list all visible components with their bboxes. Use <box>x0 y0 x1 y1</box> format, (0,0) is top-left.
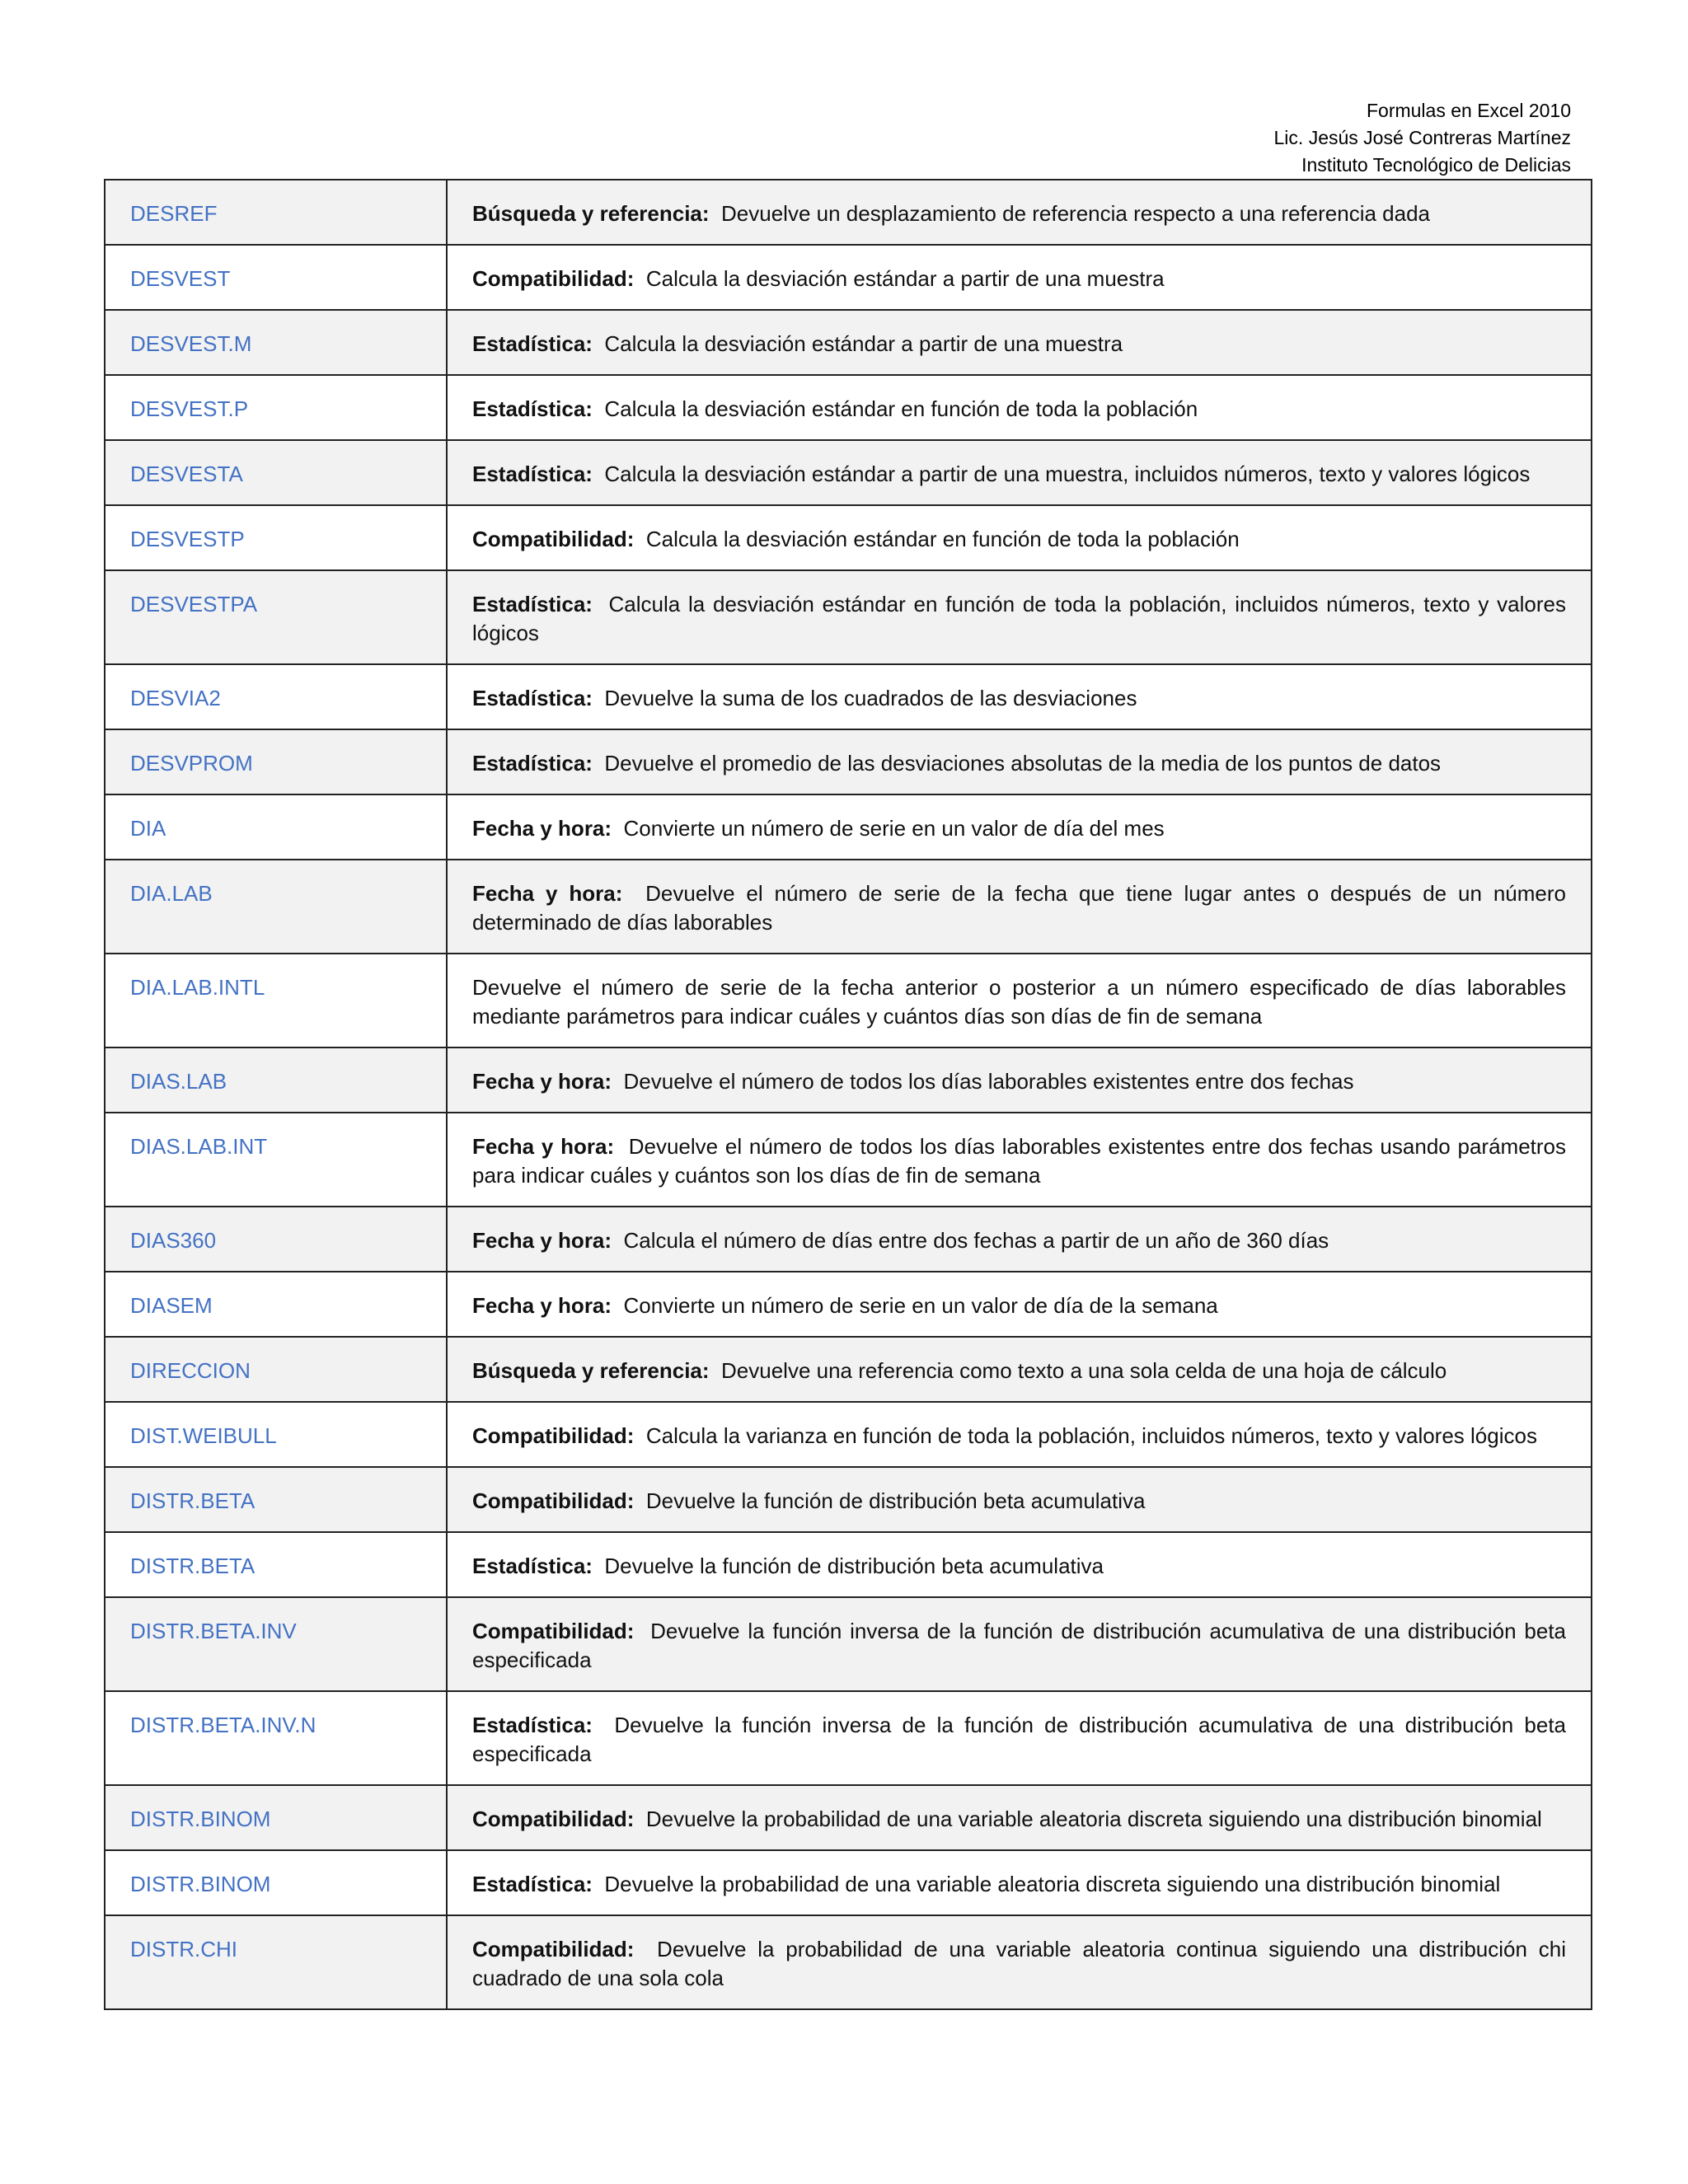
table-row <box>105 1337 1592 1402</box>
table-row <box>105 794 1592 860</box>
function-description-cell <box>447 860 1592 954</box>
function-description: Devuelve un desplazamiento de referencia respecto a una referencia dada <box>721 201 1431 226</box>
function-description: Calcula la desviación estándar a partir de una muestra <box>645 266 1165 291</box>
function-name[interactable]: DISTR.BINOM <box>105 1850 447 1915</box>
function-name[interactable]: DISTR.BETA <box>105 1532 447 1597</box>
function-category: Compatibilidad: <box>472 266 635 291</box>
function-description: Devuelve una referencia como texto a una sola celda de una hoja de cálculo <box>721 1358 1447 1383</box>
function-description: Calcula la desviación estándar a partir de una muestra, incluidos números, texto y valores lógicos <box>604 462 1531 486</box>
function-name[interactable]: DISTR.BETA.INV <box>105 1597 447 1691</box>
function-description-cell <box>447 1207 1592 1272</box>
function-category: Estadística: <box>472 396 593 421</box>
page-header <box>829 97 1571 179</box>
function-name[interactable]: DIASEM <box>105 1272 447 1337</box>
function-description: Devuelve la función de distribución beta acumulativa <box>604 1554 1104 1578</box>
table-row <box>105 245 1592 310</box>
table-row <box>105 860 1592 954</box>
function-description-cell <box>447 1597 1592 1691</box>
function-description: Devuelve la probabilidad de una variable aleatoria discreta siguiendo una distribución binomial <box>645 1807 1542 1831</box>
function-category: Estadística: <box>472 751 593 776</box>
function-name[interactable]: DESVESTA <box>105 440 447 505</box>
function-name[interactable]: DIRECCION <box>105 1337 447 1402</box>
function-name[interactable]: DESVEST.M <box>105 310 447 375</box>
function-description-cell <box>447 1532 1592 1597</box>
header-institution: Instituto Tecnológico de Delicias <box>1301 154 1571 176</box>
function-name[interactable]: DIAS.LAB.INT <box>105 1113 447 1207</box>
function-category: Búsqueda y referencia: <box>472 1358 710 1383</box>
function-category: Estadística: <box>472 1554 593 1578</box>
table-row <box>105 570 1592 664</box>
function-description-cell <box>447 180 1592 245</box>
function-description: Convierte un número de serie en un valor de día del mes <box>623 816 1165 841</box>
function-description: Calcula el número de días entre dos fechas a partir de un año de 360 días <box>623 1228 1329 1253</box>
function-name[interactable]: DESVESTP <box>105 505 447 570</box>
function-description: Devuelve la suma de los cuadrados de las desviaciones <box>604 686 1137 710</box>
function-description-cell <box>447 1113 1592 1207</box>
function-description-cell <box>447 570 1592 664</box>
function-name[interactable]: DESREF <box>105 180 447 245</box>
function-description-cell <box>447 310 1592 375</box>
function-description: Devuelve la función de distribución beta acumulativa <box>645 1488 1146 1513</box>
table-row <box>105 1207 1592 1272</box>
function-description: Calcula la desviación estándar en función de toda la población <box>604 396 1198 421</box>
table-row <box>105 1850 1592 1915</box>
function-description: Devuelve el promedio de las desviaciones absolutas de la media de los puntos de datos <box>604 751 1442 776</box>
function-description-cell <box>447 1850 1592 1915</box>
function-description: Devuelve el número de todos los días laborables existentes entre dos fechas <box>623 1069 1354 1094</box>
function-category: Búsqueda y referencia: <box>472 201 710 226</box>
table-row <box>105 180 1592 245</box>
table-row <box>105 1597 1592 1691</box>
table-row <box>105 1532 1592 1597</box>
table-row <box>105 1691 1592 1785</box>
function-description: Devuelve la probabilidad de una variable aleatoria continua siguiendo una distribución chi cuadrado de una sola cola <box>472 1937 1566 1990</box>
function-category: Compatibilidad: <box>472 1619 635 1643</box>
function-category: Compatibilidad: <box>472 1807 635 1831</box>
function-name[interactable]: DIAS360 <box>105 1207 447 1272</box>
function-category: Fecha y hora: <box>472 1293 612 1318</box>
functions-table <box>104 179 1592 2010</box>
function-description-cell <box>447 1785 1592 1850</box>
function-description-cell <box>447 1467 1592 1532</box>
function-description-cell <box>447 1402 1592 1467</box>
table-row <box>105 954 1592 1047</box>
function-description: Calcula la desviación estándar en función de toda la población <box>645 527 1240 551</box>
table-row <box>105 1272 1592 1337</box>
function-category: Fecha y hora: <box>472 881 623 906</box>
function-name[interactable]: DESVESTPA <box>105 570 447 664</box>
function-name[interactable]: DIST.WEIBULL <box>105 1402 447 1467</box>
function-description-cell <box>447 664 1592 729</box>
function-category: Estadística: <box>472 686 593 710</box>
function-category: Fecha y hora: <box>472 816 612 841</box>
table-row <box>105 375 1592 440</box>
function-description-cell <box>447 729 1592 794</box>
function-category: Compatibilidad: <box>472 1488 635 1513</box>
table-row <box>105 1467 1592 1532</box>
function-category: Estadística: <box>472 592 593 616</box>
function-name[interactable]: DISTR.BINOM <box>105 1785 447 1850</box>
function-name[interactable]: DISTR.BETA.INV.N <box>105 1691 447 1785</box>
function-description-cell <box>447 245 1592 310</box>
function-category: Fecha y hora: <box>472 1228 612 1253</box>
function-description: Devuelve la función inversa de la función de distribución acumulativa de una distribución beta especificada <box>472 1713 1567 1766</box>
function-description-cell <box>447 440 1592 505</box>
table-row <box>105 1402 1592 1467</box>
function-description: Convierte un número de serie en un valor de día de la semana <box>623 1293 1218 1318</box>
function-description-cell <box>447 375 1592 440</box>
function-name[interactable]: DIA.LAB.INTL <box>105 954 447 1047</box>
table-row <box>105 729 1592 794</box>
table-row <box>105 1047 1592 1113</box>
table-row <box>105 310 1592 375</box>
function-description: Calcula la desviación estándar en función de toda la población, incluidos números, texto y valores lógicos <box>472 592 1566 645</box>
table-row <box>105 440 1592 505</box>
table-row <box>105 664 1592 729</box>
function-category: Fecha y hora: <box>472 1069 612 1094</box>
function-description-cell <box>447 1272 1592 1337</box>
function-description: Devuelve la probabilidad de una variable aleatoria discreta siguiendo una distribución binomial <box>604 1872 1501 1896</box>
function-description: Calcula la desviación estándar a partir de una muestra <box>604 331 1123 356</box>
function-category: Estadística: <box>472 331 593 356</box>
table-row <box>105 505 1592 570</box>
function-description: Devuelve la función inversa de la función de distribución acumulativa de una distribución beta especificada <box>472 1619 1567 1672</box>
functions-table-body <box>105 180 1592 2009</box>
function-name[interactable]: DESVEST <box>105 245 447 310</box>
table-row <box>105 1113 1592 1207</box>
function-category: Fecha y hora: <box>472 1134 615 1159</box>
table-row <box>105 1785 1592 1850</box>
function-description: Calcula la varianza en función de toda la población, incluidos números, texto y valores lógicos <box>645 1423 1537 1448</box>
function-description-cell <box>447 1915 1592 2009</box>
function-description: Devuelve el número de todos los días laborables existentes entre dos fechas usando parámetros para indicar cuáles y cuántos son los días de fin de semana <box>472 1134 1567 1188</box>
function-category: Compatibilidad: <box>472 527 635 551</box>
table-row <box>105 1915 1592 2009</box>
header-author: Lic. Jesús José Contreras Martínez <box>1273 127 1571 148</box>
function-name[interactable]: DISTR.CHI <box>105 1915 447 2009</box>
function-description-cell <box>447 505 1592 570</box>
function-name[interactable]: DESVIA2 <box>105 664 447 729</box>
function-description-cell <box>447 954 1592 1047</box>
function-name[interactable]: DESVEST.P <box>105 375 447 440</box>
function-name[interactable]: DESVPROM <box>105 729 447 794</box>
function-description-cell <box>447 1047 1592 1113</box>
function-description-cell <box>447 1691 1592 1785</box>
header-title: Formulas en Excel 2010 <box>1366 100 1571 121</box>
function-description-cell <box>447 1337 1592 1402</box>
function-name[interactable]: DISTR.BETA <box>105 1467 447 1532</box>
function-category: Compatibilidad: <box>472 1937 635 1961</box>
function-name[interactable]: DIA.LAB <box>105 860 447 954</box>
function-category: Estadística: <box>472 462 593 486</box>
function-name[interactable]: DIAS.LAB <box>105 1047 447 1113</box>
function-name[interactable]: DIA <box>105 794 447 860</box>
function-category: Estadística: <box>472 1872 593 1896</box>
function-description-cell <box>447 794 1592 860</box>
function-description: Devuelve el número de serie de la fecha anterior o posterior a un número especificado de días laborables mediante parámetros para indicar cuáles y cuántos días son días de fin de semana <box>472 975 1566 1029</box>
function-description: Devuelve el número de serie de la fecha que tiene lugar antes o después de un número determinado de días laborables <box>472 881 1566 935</box>
function-category: Estadística: <box>472 1713 593 1737</box>
function-category: Compatibilidad: <box>472 1423 635 1448</box>
